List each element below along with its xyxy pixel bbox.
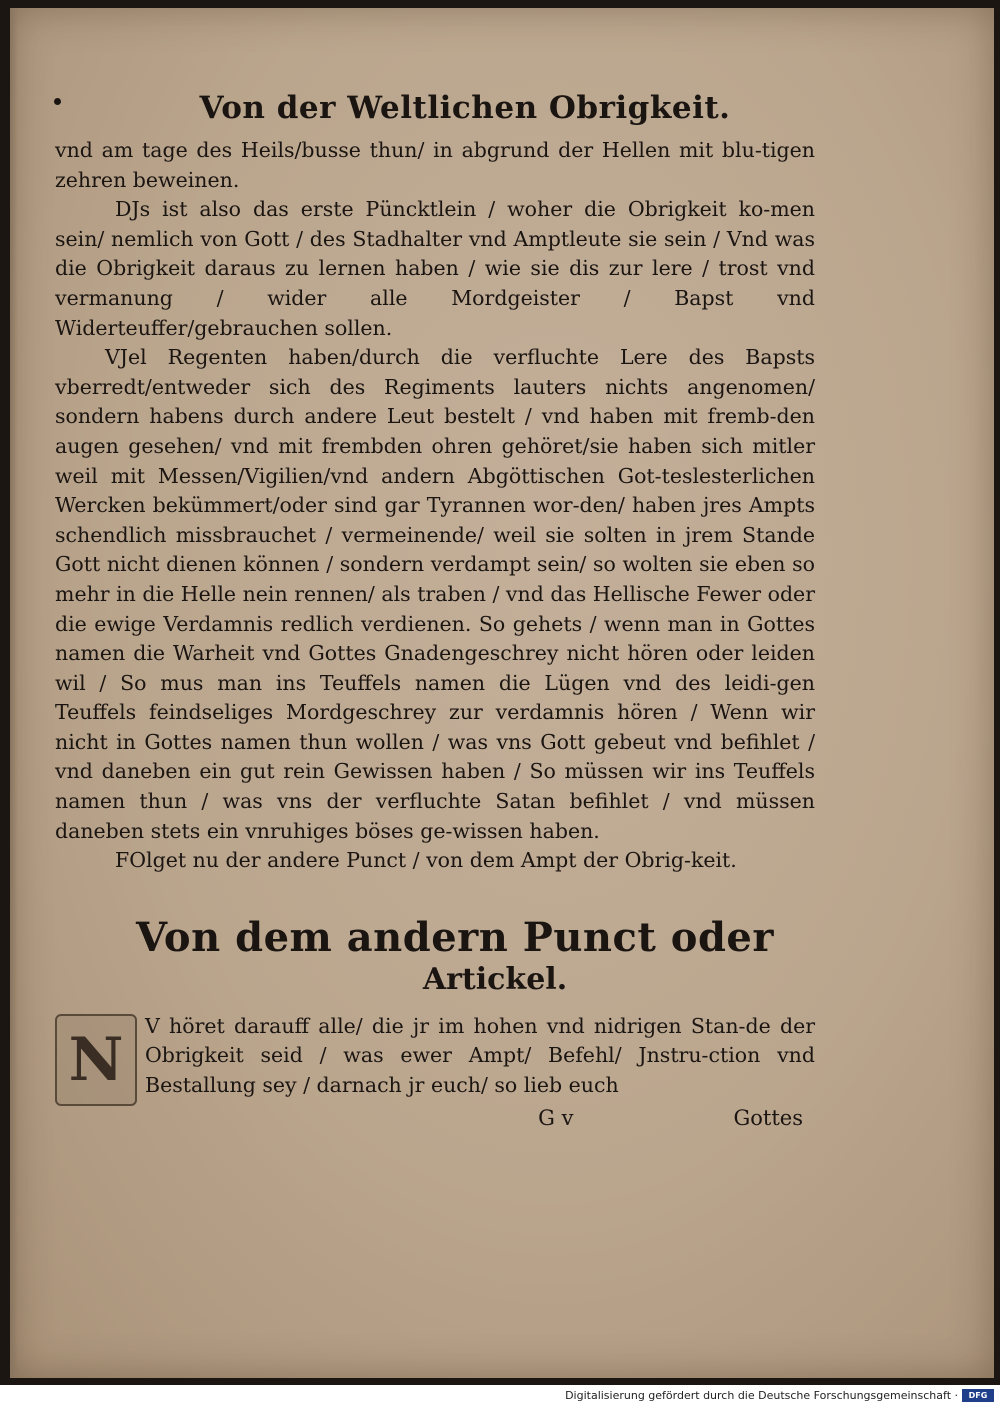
paragraph: V höret darauff alle/ die jr im hohen vnd nidrigen Stan-de der Obrigkeit seid / was ewer Ampt/ Befehl/ Jnstru-ction vnd Bestallung sey / darnach jr euch/ so lieb euch (145, 1013, 815, 1098)
paragraph: VJel Regenten haben/durch die verfluchte Lere des Bapsts vberredt/entweder sich des Regiments lauters nichts angenomen/ sondern habens durch andere Leut bestelt / vnd haben mit fremb-den augen gesehen/ vnd mit frembden ohren gehöret/sie haben sich mitler weil mit Messen/Vigilien/vnd andern Abgöttischen Got-teslesterlichen Wercken bekümmert/oder sind gar Tyrannen wor-den/ haben jres Ampts schendlich missbrauchet / vermeinende/ weil sie solten in jrem Stande Gott nicht dienen können / sondern verdampt sein/ so wolten sie eben so mehr in die Helle nein rennen/ als traben / vnd das Hellische Fewer oder die ewige Verdamnis redlich verdienen. So gehets / wenn man in Gottes namen die Warheit vnd Gottes Gnadengeschrey nicht hören oder leiden wil / So mus man ins Teuffels namen die Lügen vnd des leidi-gen Teuffels feindseliges Mordgeschrey zur verdamnis hören / Wenn wir nicht in Gottes namen thun wollen / was vns Gott gebeut vnd befihlet / vnd daneben ein gut rein Gewissen haben / So müssen wir ins Teuffels namen thun / was vns der verfluchte Satan befihlet / vnd müssen daneben stets ein vnruhiges böses ge-wissen haben. (55, 345, 815, 843)
funding-credit: Digitalisierung gefördert durch die Deutsche Forschungsgemeinschaft · (565, 1389, 958, 1402)
page-foot-line (55, 1103, 815, 1133)
page-text (55, 88, 815, 1133)
section-heading: Von dem andern Punct oder (136, 913, 774, 961)
section-heading-continued: Artickel. (422, 961, 568, 997)
digitization-footer (0, 1387, 1000, 1405)
paragraph: vnd am tage des Heils/busse thun/ in abgrund der Hellen mit blu-tigen zehren beweinen. (55, 138, 815, 192)
margin-dot (54, 98, 61, 105)
running-title: Von der Weltlichen Obrigkeit. (199, 90, 731, 126)
catchword: Gottes (733, 1105, 803, 1130)
signature-mark: G v (538, 1105, 574, 1130)
book-page (10, 8, 994, 1378)
dfg-logo: DFG (962, 1389, 994, 1402)
initial-paragraph (55, 1012, 815, 1101)
decorated-initial: N (55, 1014, 137, 1106)
paragraph: DJs ist also das erste Püncktlein / woher die Obrigkeit ko-men sein/ nemlich von Gott / des Stadhalter vnd Amptleute sie sein / Vnd was die Obrigkeit daraus zu lernen haben / wie sie dis zur lere / trost vnd vermanung / wider alle Mordgeister / Bapst vnd Widerteuffer/gebrauchen sollen. (55, 197, 815, 340)
paragraph: FOlget nu der andere Punct / von dem Ampt der Obrig-keit. (115, 848, 737, 873)
